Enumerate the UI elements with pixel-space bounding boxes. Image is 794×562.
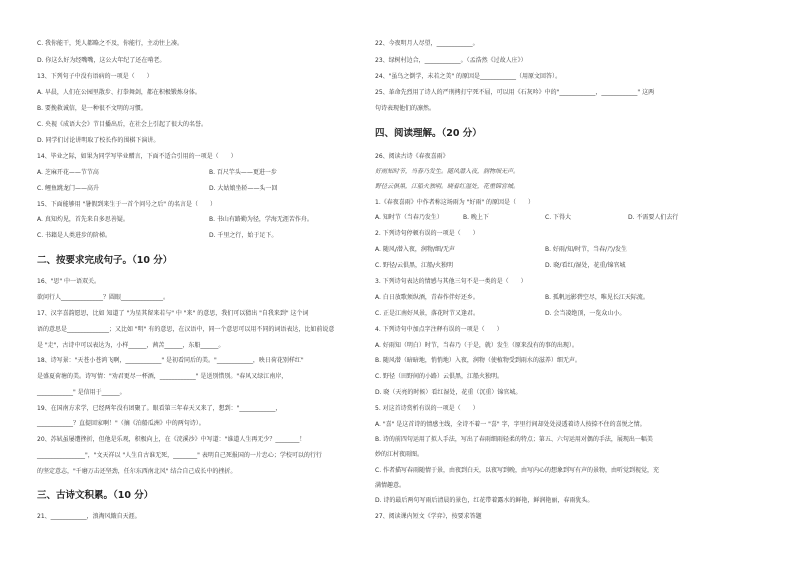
question-line: C. 我你能干，凭人都略之不及，你能行，主动往上凑。 [37,40,184,47]
option-13a: A. 早晨，人们在公园里散步、打拳舞剑，都在积极锻炼身体。 [37,89,201,96]
option-1d: D. 不需要人们去行 [628,214,679,221]
question-17-line: 是 "走"，古诗中可以表达为，小样______，茜苦______，东船______。 [37,342,225,349]
section-2-heading: 二、按要求完成句子。（10 分） [37,255,173,266]
option-13c: C. 央视《成语大会》节目播出后，在社会上引起了很大的名誉。 [37,121,208,128]
question-20-line: 的坚定意志，"千磨万击还坚劲，任尔东西南北风" 结合自己成长中的挫折。 [37,468,237,475]
subquestion-5: 5. 对这首诗赏析有误的一项是（ ） [375,405,479,412]
option-3d: D. 会当凌绝顶，一览众山小。 [545,310,626,317]
option-4c: C. 野径（田野间的小路）云俱黑，江船火独明。 [375,373,504,380]
option-2c: C. 野径/云俱黑，江船/火独明 [375,262,454,269]
question-17-line: 语的意思是______________；又比如 "明" 有的意思，在汉语中，同一个意思可以用不同的词语表达，比如前说意 [37,326,335,333]
poem-line: 野径云俱黑，江船火独明。晓看红湿处，花重锦官城。 [375,183,520,190]
option-4b: B. 随风潜（暗暗地，悄悄地）入夜，润物（使植物受到雨水的滋养）细无声。 [375,357,581,364]
option-4a: A. 好雨知（明白）时节，当春乃（于是，就）发生（原来没有的事的出现）。 [375,342,578,349]
question-22: 22、今夜明月人尽望，____________。 [375,40,479,47]
option-15c: C. 书籍是人类进步的阶梯。 [37,232,112,239]
subquestion-1: 1.《春夜喜雨》中作者称这场雨为 "好雨" 的原因是（ ） [375,199,535,206]
left-column [37,0,387,562]
option-2b: B. 好雨/知/时节，当春/乃/发生 [545,246,628,253]
question-17: 17、汉字喜韵愿思，比如 知道了 "为星其留来若与" 中 "来" 的意思，我们可以猜出 "自我来到" 这个词 [37,310,309,317]
option-3c: C. 正是江南好风景，落花时节又逢君。 [375,310,480,317]
question-16: 16、"思" 中一语双关。 [37,278,101,285]
option-5b-line: 妙的江村夜雨图。 [375,451,424,458]
option-5a: A. "喜" 是这首诗的情感主线，全诗不着一 "喜" 字，字里行间却处处浸透着诗人按捺不住的喜悦之情。 [375,421,646,428]
option-3a: A. 白日放歌须纵酒，青春作伴好还乡。 [375,294,479,301]
section-4-heading: 四、阅读理解。（20 分） [375,128,482,139]
option-2a: A. 随风/潜入夜，润物/细/无声 [375,246,455,253]
option-15b: B. 书山有路勤为径，学海无涯苦作舟。 [209,216,313,223]
question-20-line: ________________"，"文天祥以 "人生自古谁无死，________" 表明自己死报国的一片忠心；学校可以的行行 [37,452,322,459]
question-27: 27、阅读课内短文《学弈》，按要求答题 [375,513,482,520]
option-14d: D. 大姑娘坐轿——头一回 [209,185,278,192]
question-19: 19、在国南方求学，已经两年没有团聚了。眼看第三年春天又来了，想到："____________， [37,405,282,412]
question-15: 15、下面能够用 "暑假到来生于一首个问号之后" 的名言是（ ） [37,201,216,208]
question-20: 20、苏轼虽屡遭挫折，但他是乐观，积极向上，在《浣溪沙》中写道："谁道人生再无少？________！ [37,436,306,443]
option-5c: C. 作者描写春雨随情于景，由夜到白天，以夜写到晚，由写内心的想象到写有声的景物，由听觉到视觉，充 [375,467,660,474]
option-1b: B. 晚上下 [463,214,489,221]
subquestion-3: 3. 下列诗句表达的情感与其他三句不是一类的是（ ） [375,278,527,285]
question-18: 18、诗写景："天苍小苍鸿飞啊，____________" 是初看同后的美。"____________，映日荷花别样红" [37,357,304,364]
option-1c: C. 下得大 [545,214,572,221]
option-14b: B. 百尺竿头——更进一步 [209,169,277,176]
option-1a: A. 知时节（当春乃发生） [375,214,443,221]
option-5c-line: 满情趣意。 [375,482,406,489]
option-15a: A. 真知灼见，首先来自多思善疑。 [37,216,129,223]
section-3-heading: 三、古诗文积累。（10 分） [37,490,154,501]
question-23: 23、绿树村边合，____________。（孟浩然《过故人庄》） [375,57,527,64]
option-4d: D. 晓（天亮的时候）看红湿处，花重（沉重）锦官城。 [375,389,522,396]
option-5b: B. 诗的前四句运用了拟人手法，写出了春雨细雨轻柔的特点；第五、六句运用对偶的手法，展现出一幅美 [375,436,653,443]
option-13b: B. 要挽救诚信，是一种很不文明的习惯。 [37,105,147,112]
option-15d: D. 千里之行，始于足下。 [209,232,278,239]
question-25-line: 句诗表现他们的凛然。 [375,105,436,112]
subquestion-2: 2. 下列诗句停顿有误的一项是（ ） [375,230,479,237]
option-5d: D. 诗的最后两句写雨后清晨的景色，红花带着露水的鲜艳，鲜润艳丽，春雨犹头。 [375,497,594,504]
option-14a: A. 芝麻开花——节节高 [37,169,99,176]
question-18-line: ____________" 是信用于______。 [37,389,126,396]
option-3b: B. 孤帆远影碧空尽，唯见长江天际流。 [545,294,649,301]
question-25: 25、革命先烈用了诗人的严刑拷打宁死不屈，可以用《石灰吟》中的"____________，____________" 这两 [375,89,655,96]
question-21: 21、____________，浪淘风簸自天涯。 [37,513,141,520]
right-column [375,0,725,562]
option-14c: C. 鲤鱼跳龙门——高升 [37,185,100,192]
option-2d: D. 晓/看红/湿处，花重/锦官城 [545,262,626,269]
question-line: D. 你这么好为经嘴嘴，这公大年纪了还在啃老。 [37,57,166,64]
question-19-line: ____________？直提回家啊！"（摘《泊船瓜洲》中的两句诗）。 [37,420,205,427]
question-16-line: 欲问行人______________？圆眼______________。 [37,294,170,301]
question-14: 14、毕业之际，如果为同学写毕业赠言，下面不适合引用的一项是（ ） [37,153,237,160]
question-13: 13、下列句子中没有语病的一项是（ ） [37,73,153,80]
question-26: 26、阅读古诗《春夜喜雨》 [375,153,449,160]
question-24: 24、"虽鸟之倒学，未若之美" 的原因是____________（用原文回答）。 [375,73,562,80]
subquestion-4: 4. 下列诗句中加点字注释有误的一项是（ ） [375,326,503,333]
poem-line: 好雨知时节，当春乃发生。随风潜入夜，润物细无声。 [375,168,520,175]
option-13d: D. 同学们讨论讲明取了校长作的围棋下演讲。 [37,137,160,144]
question-18-line: 是盛夏荷塘的美。诗写情："劝君更尽一杯酒，____________" 是送别惜别。"春风又绿江南岸， [37,373,288,380]
